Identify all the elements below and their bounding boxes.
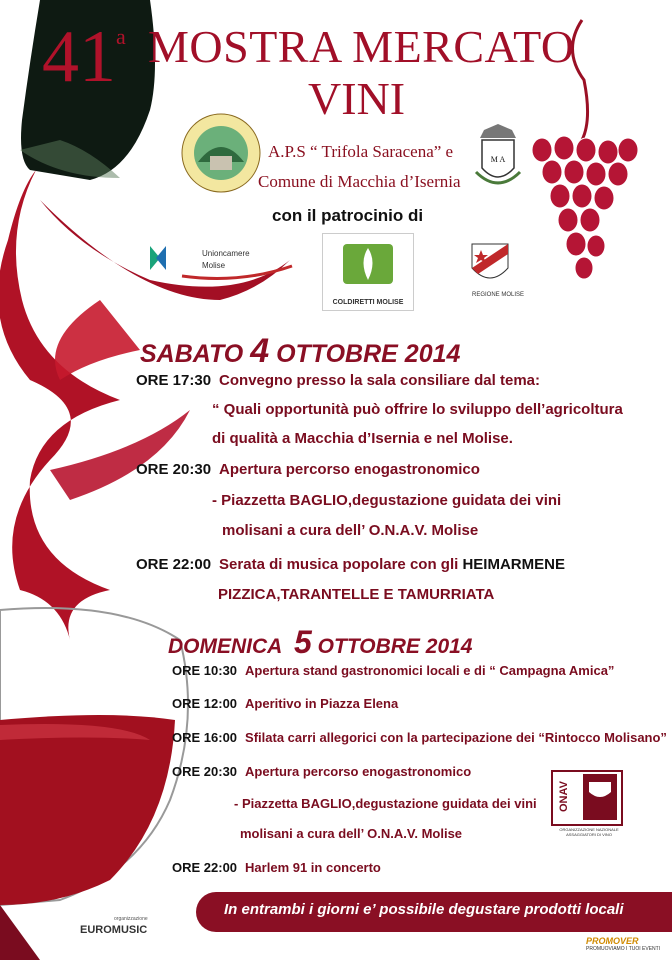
list-item: ORE 22:00 Harlem 91 in concerto: [172, 860, 381, 875]
coldiretti-emblem-icon: [323, 234, 413, 294]
edition-number: 41$^a$: [42, 16, 126, 98]
list-item: PIZZICA,TARANTELLE E TAMURRIATA: [218, 586, 495, 603]
promover-tagline: PROMUOVIAMO I TUOI EVENTI: [586, 946, 661, 952]
list-item: di qualità a Macchia d’Isernia e nel Molise.: [212, 430, 513, 447]
title-line-2: VINI: [308, 73, 406, 124]
coldiretti-label: COLDIRETTI MOLISE: [332, 299, 404, 306]
unioncamere-label: Unioncamere Molise: [202, 249, 250, 270]
list-item: ORE 12:00 Aperitivo in Piazza Elena: [172, 696, 399, 711]
list-item: ORE 20:30 Apertura percorso enogastronomico: [172, 764, 472, 779]
onav-subtitle: ORGANIZZAZIONE NAZIONALE ASSAGGIATORI DI VINO: [559, 827, 619, 837]
regione-molise-label: REGIONE MOLISE: [472, 292, 525, 298]
title-line-1: MOSTRA MERCATO: [148, 21, 575, 72]
euromusic-subtitle: organizzazione: [114, 916, 148, 922]
coldiretti-logo: [322, 233, 414, 311]
list-item: ORE 10:30 Apertura stand gastronomici locali e di “ Campagna Amica”: [172, 663, 615, 678]
organizer-line-2: Comune di Macchia d’Isernia: [258, 172, 461, 191]
list-item: ORE 17:30 Convegno presso la sala consiliare dal tema:: [136, 372, 540, 389]
onav-label: ONAV: [558, 781, 570, 812]
list-item: molisani a cura dell’ O.N.A.V. Molise: [240, 826, 463, 841]
promover-label: PROMOVER: [586, 936, 639, 946]
comune-crest-icon: [472, 122, 524, 194]
list-item: “ Quali opportunità può offrire lo sviluppo dell’agricoltura: [212, 401, 623, 418]
trifola-saracena-logo: [180, 112, 262, 194]
comune-monogram: M A: [490, 155, 506, 164]
organizer-line-1: A.P.S “ Trifola Saracena” e: [268, 142, 454, 161]
list-item: ORE 16:00 Sfilata carri allegorici con la partecipazione dei “Rintocco Molisano”: [172, 730, 667, 745]
promover-logo: [586, 936, 660, 952]
onav-logo: [551, 770, 623, 826]
onav-emblem-icon: [553, 772, 621, 824]
unioncamere-logo-icon: [146, 244, 170, 272]
list-item: molisani a cura dell’ O.N.A.V. Molise: [222, 522, 479, 539]
unioncamere-swoosh-icon: [180, 262, 296, 282]
list-item: ORE 20:30 Apertura percorso enogastronomico: [136, 461, 480, 478]
regione-molise-shield-icon: [468, 240, 512, 290]
patronage-label: con il patrocinio di: [272, 206, 424, 225]
wine-pour-icon: [0, 170, 120, 640]
list-item: ORE 22:00 Serata di musica popolare con gli HEIMARMENE: [136, 556, 565, 573]
banner-text: In entrambi i giorni e’ possibile degustare prodotti locali: [224, 901, 624, 918]
day2-heading: DOMENICA 5 OTTOBRE 2014: [168, 624, 473, 660]
euromusic-label: EUROMUSIC: [80, 924, 148, 936]
list-item: - Piazzetta BAGLIO,degustazione guidata dei vini: [212, 492, 562, 509]
day1-heading: SABATO 4 OTTOBRE 2014: [140, 332, 461, 370]
list-item: - Piazzetta BAGLIO,degustazione guidata dei vini: [234, 796, 537, 811]
